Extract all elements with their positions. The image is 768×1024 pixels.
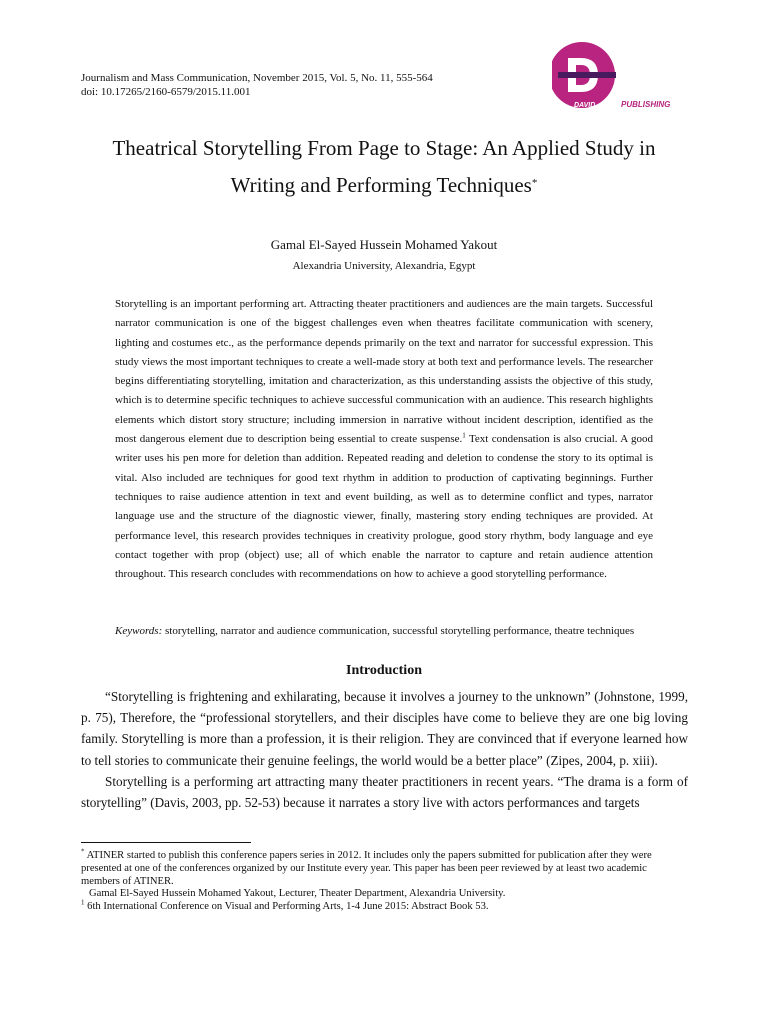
footnote-1-text: 6th International Conference on Visual and Performing Arts, 1-4 June 2015: Abstract Book 53.	[84, 901, 489, 913]
abstract-part-2: Text condensation is also crucial. A good writer uses his pen more for deletion than addition. Repeated reading and deletion to condense the story to its optimal is vital. Also included are techniques for good text rhythm in addition to production of captivating beginnings. Further techniques to raise audience attention in text and event building, as well as to determine conflict and types, narrator language use and the structure of the diagnostic viewer, finally, mastering story ending techniques are provided. At performance level, this research provides techniques in creativity prologue, good story rhythm, body language and eye contact together with prop (object) use; all of which enable the narrator to capture and retain audience attention throughout. This research concludes with recommendations on how to achieve a good storytelling performance.	[115, 433, 653, 581]
footnote-divider	[81, 842, 251, 843]
abstract-part-1: Storytelling is an important performing art. Attracting theater practitioners and audiences are the main targets. Successful narrator communication is one of the biggest challenges even when theatres facilitate communication with scenery, lighting and costumes etc., as the performance depends primarily on the text and narrator for successful expression. This study views the most important techniques to create a well-made story at both text and performance levels. The researcher begins differentiating storytelling, imitation and characterization, as this understanding assists the objective of this study, which is to determine specific techniques to achieve successful communication with an audience. This research highlights elements which distort story structure; including immersion in narrative without incident description, identified as the most dangerous element due to description being essential to create suspense.	[115, 298, 653, 446]
paper-title	[60, 130, 708, 204]
logo-graphic	[552, 38, 702, 118]
section-heading-introduction: Introduction	[346, 663, 422, 678]
title-line-1: Theatrical Storytelling From Page to Stage: An Applied Study in	[112, 136, 656, 160]
author-name: Gamal El-Sayed Hussein Mohamed Yakout	[270, 237, 498, 252]
logo-stripe	[558, 72, 616, 78]
journal-citation: Journalism and Mass Communication, November 2015, Vol. 5, No. 11, 555-564	[81, 72, 433, 84]
footnote-1-mark: 1	[81, 898, 85, 907]
keywords	[115, 624, 675, 638]
title-footnote-mark: *	[531, 177, 538, 189]
logo-text-david: DAVID	[574, 102, 596, 109]
footnotes	[81, 847, 688, 914]
logo-text-publishing: PUBLISHING	[621, 100, 671, 109]
author-affiliation: Alexandria University, Alexandria, Egypt	[292, 260, 476, 272]
footnote-author: Gamal El-Sayed Hussein Mohamed Yakout, Lecturer, Theater Department, Alexandria University.	[89, 888, 506, 900]
doi-line: doi: 10.17265/2160-6579/2015.11.001	[81, 86, 251, 98]
introduction-body	[81, 686, 688, 813]
keywords-text: storytelling, narrator and audience communication, successful storytelling performance, theatre techniques	[162, 625, 635, 637]
abstract-footnote-mark: 1	[462, 431, 466, 440]
journal-header	[81, 71, 433, 99]
intro-paragraph-2: Storytelling is a performing art attracting many theater practitioners in recent years. “The drama is a form of storytelling” (Davis, 2003, pp. 52-53) because it narrates a story live with actors performances and targets	[81, 773, 688, 811]
intro-paragraph-1: “Storytelling is frightening and exhilarating, because it involves a journey to the unknown” (Johnstone, 1999, p. 75), Therefore, the “professional storytellers, and their disciples have come to believe they are one big loving family. Storytelling is more than a profession, it is their religion. They are convinced that if everyone learned how to tell stories to communicate their genuine feelings, the world would be a better place” (Zipes, 2004, p. xiii).	[81, 689, 688, 768]
abstract	[115, 295, 653, 584]
footnote-star	[81, 847, 688, 888]
title-line-2-text: Writing and Performing Techniques	[230, 173, 532, 197]
keywords-label: Keywords:	[115, 625, 163, 637]
footnote-star-text: ATINER started to publish this conference papers series in 2012. It includes only the papers submitted for publication after they were presented at one of the conferences organized by our Institute every year. This paper has been peer reviewed by at least two academic members of ATINER.	[81, 850, 652, 887]
david-publishing-logo	[552, 38, 702, 118]
footnote-star-mark: *	[81, 847, 85, 856]
title-line-2	[60, 167, 708, 204]
footnote-1	[81, 898, 688, 914]
